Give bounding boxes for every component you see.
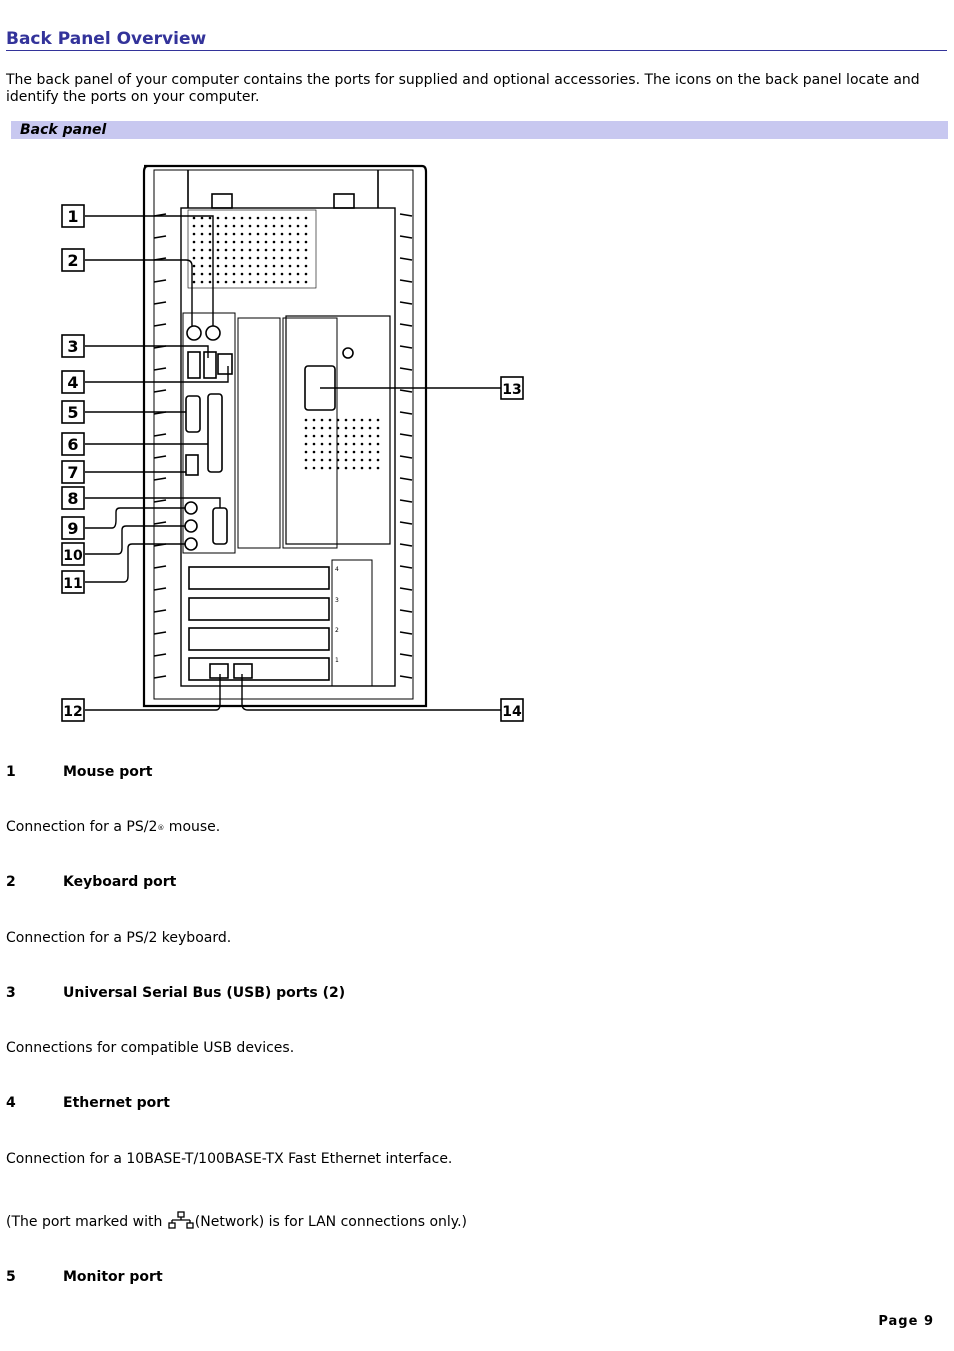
network-icon [168,1211,194,1229]
callout-1: 1 [67,207,79,226]
section-subheading: Back panel [11,121,948,139]
intro-paragraph: The back panel of your computer contains the ports for supplied and optional accessories. The icons on the back panel locate and identify the ports on your computer. [6,72,920,105]
item-label: Universal Serial Bus (USB) ports (2) [63,985,346,1001]
callout-13: 13 [502,382,522,398]
item-description: Connections for compatible USB devices. [6,1040,295,1056]
page-number: Page 9 [878,1314,934,1329]
item-description: Connection for a PS/2 keyboard. [6,930,232,946]
callout-2: 2 [67,251,79,270]
callout-12: 12 [63,704,83,720]
item-description: Connection for a 10BASE-T/100BASE-TX Fast Ethernet interface. [6,1151,453,1167]
network-note: (The port marked with (Network) is for LAN connections only.) [6,1211,467,1231]
callout-11: 11 [63,576,83,592]
callout-8: 8 [67,489,79,508]
item-number: 4 [6,1095,16,1111]
back-panel-diagram [58,158,528,730]
callout-4: 4 [67,373,79,392]
callout-7: 7 [67,463,79,482]
item-number: 3 [6,985,16,1001]
slot-number-3: 3 [335,597,339,604]
slot-number-4: 4 [335,566,339,573]
item-description: Connection for a PS/2® mouse. [6,819,221,835]
callout-14: 14 [502,704,522,720]
item-label: Keyboard port [63,874,177,890]
item-number: 2 [6,874,16,890]
item-number: 5 [6,1269,16,1285]
callout-5: 5 [67,403,79,422]
slot-number-2: 2 [335,627,339,634]
item-label: Ethernet port [63,1095,170,1111]
slot-number-1: 1 [335,657,339,664]
item-label: Monitor port [63,1269,163,1285]
callout-6: 6 [67,435,79,454]
callout-10: 10 [63,548,83,564]
page-title: Back Panel Overview [6,29,947,51]
item-label: Mouse port [63,764,153,780]
callout-9: 9 [67,519,79,538]
callout-3: 3 [67,337,79,356]
item-number: 1 [6,764,16,780]
